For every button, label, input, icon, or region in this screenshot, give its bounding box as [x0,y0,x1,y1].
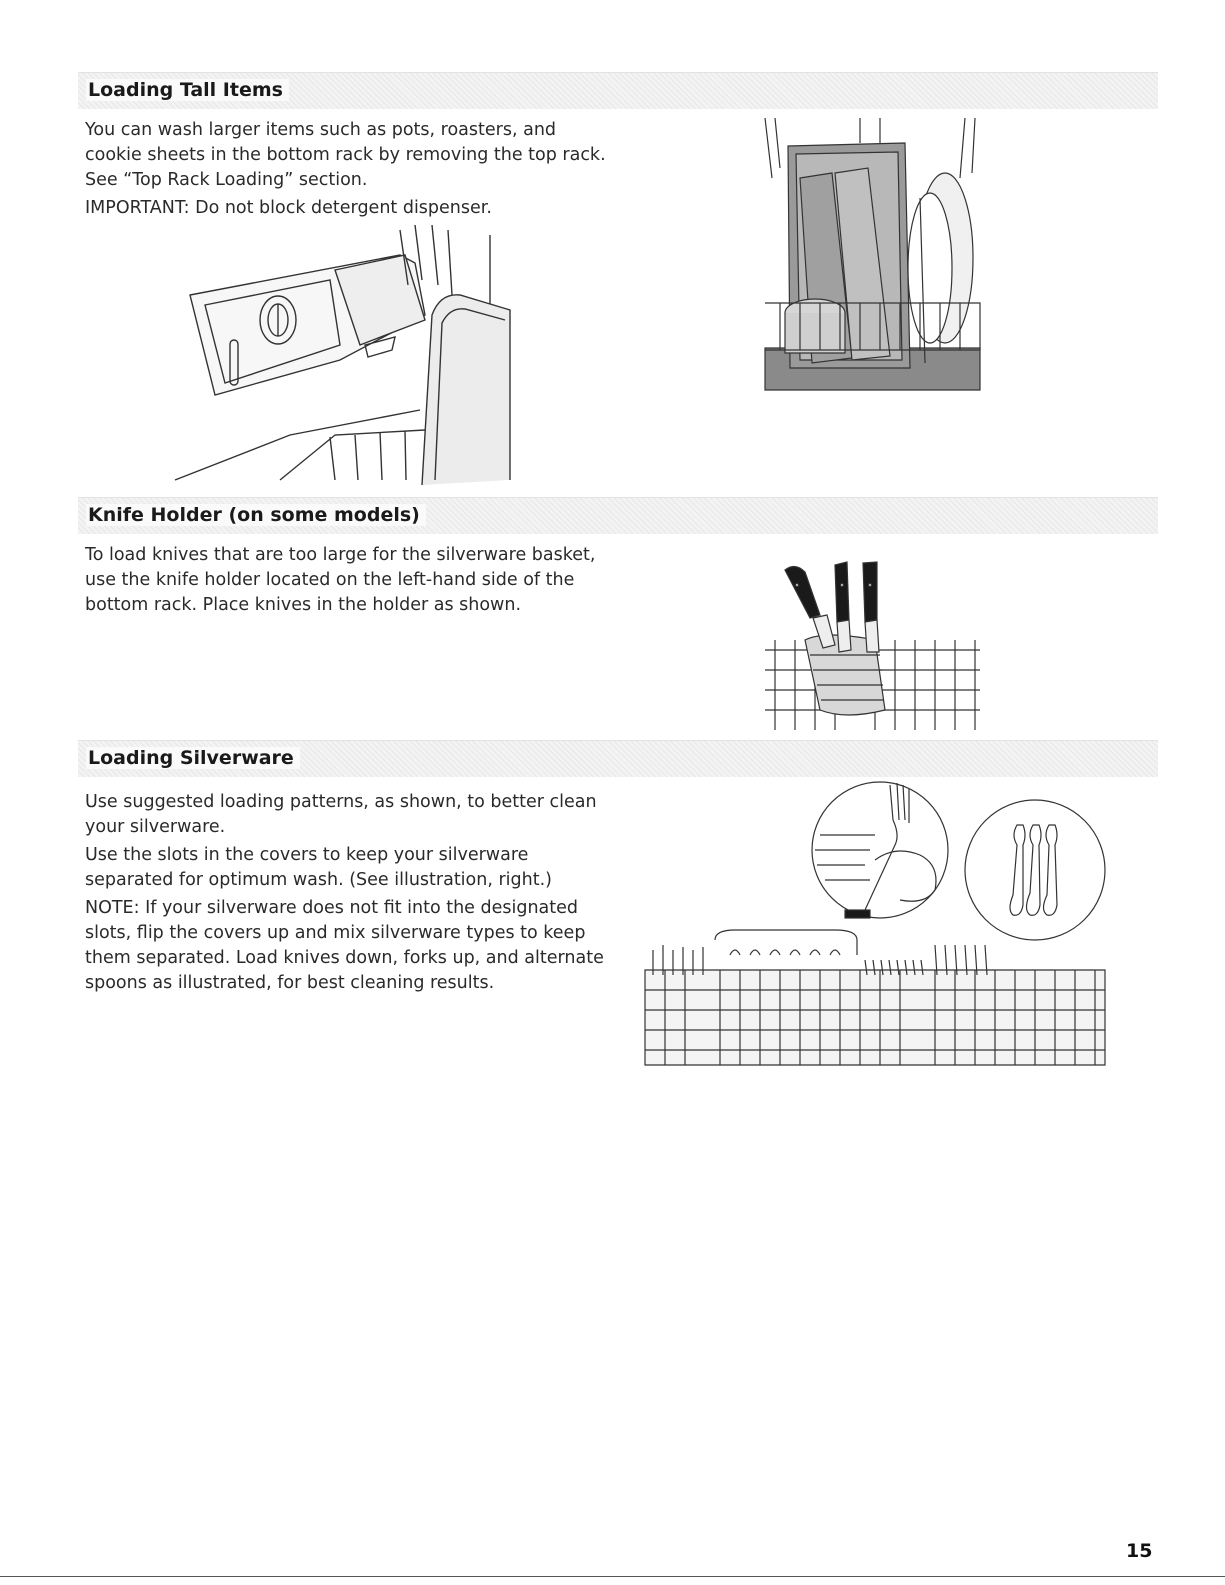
body-paragraph: To load knives that are too large for the silverware basket, use the knife holder located on the left-hand side of the bottom rack. Place knives in the holder as shown. [85,545,596,615]
section-header-knife-holder [78,497,1158,534]
silverware-basket-illustration [635,765,1110,1075]
body-paragraph: Use suggested loading patterns, as shown, to better clean your silverware. [85,792,597,837]
knife-holder-illustration [765,560,980,730]
detergent-dispenser-illustration [170,225,520,485]
page-number: 15 [1126,1540,1153,1562]
section-title: Loading Tall Items [86,79,289,101]
section-title: Loading Silverware [86,747,300,769]
body-paragraph: You can wash larger items such as pots, roasters, and cookie sheets in the bottom rack by removing the top rack. See “Top Rack Loading” section. [85,120,606,190]
section-header-loading-tall-items [78,72,1158,109]
tall-items-rack-illustration [760,118,985,393]
note-paragraph: NOTE: If your silverware does not fit into the designated slots, flip the covers up and mix silverware types to keep them separated. Load knives down, forks up, and alternate spoons as illustrated, for best cleaning results. [85,898,604,993]
page-bottom-rule [0,1576,1225,1577]
section-title: Knife Holder (on some models) [86,504,426,526]
body-paragraph: Use the slots in the covers to keep your silverware separated for optimum wash. (See illustration, right.) [85,845,552,890]
important-note: IMPORTANT: Do not block detergent dispenser. [85,198,492,218]
